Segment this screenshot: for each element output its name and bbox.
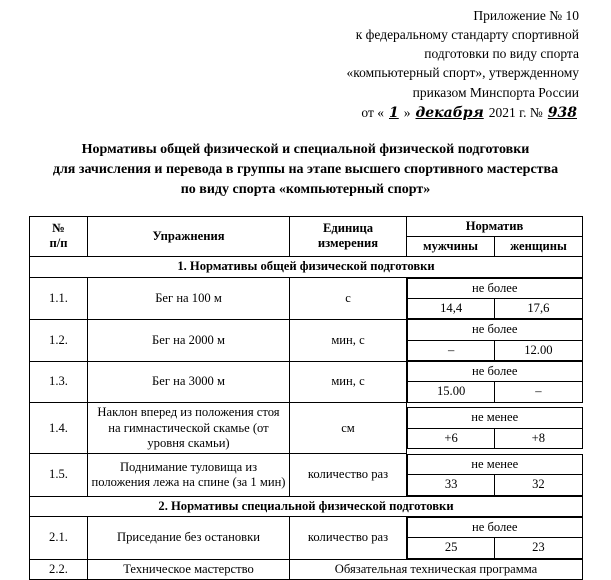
row-values bbox=[407, 277, 583, 319]
table-row bbox=[30, 361, 583, 403]
row-women: 12.00 bbox=[495, 340, 582, 360]
page-title-line-1: Нормативы общей физической и специальной физической подготовки bbox=[81, 141, 530, 157]
table-row bbox=[30, 454, 583, 496]
row-men: 33 bbox=[408, 475, 495, 495]
page-title-line-3: по виду спорта «компьютерный спорт» bbox=[180, 182, 431, 198]
appendix-number: Приложение № 10 bbox=[473, 8, 579, 23]
row-unit: количество раз bbox=[290, 516, 407, 559]
order-month: декабря bbox=[415, 104, 484, 121]
row-limit: не более bbox=[408, 278, 583, 298]
row-limit: не более bbox=[408, 362, 583, 382]
table-row bbox=[30, 277, 583, 319]
row-women: 17,6 bbox=[495, 298, 582, 318]
row-men: 25 bbox=[408, 538, 495, 558]
row-values bbox=[407, 361, 583, 403]
header-np-line2: п/п bbox=[49, 236, 68, 251]
row-np: 1.5. bbox=[30, 454, 88, 496]
row-limit: не более bbox=[408, 320, 583, 340]
row-unit: см bbox=[290, 403, 407, 454]
row-women: 23 bbox=[495, 538, 582, 558]
appendix-line-2: к федеральному стандарту спортивной bbox=[355, 27, 579, 43]
row-values bbox=[407, 516, 583, 559]
row-exercise: Поднимание туловища из положения лежа на спине (за 1 мин) bbox=[88, 454, 290, 496]
row-exercise: Приседание без остановки bbox=[88, 516, 290, 559]
row-limit: не менее bbox=[408, 408, 583, 428]
table-row bbox=[30, 403, 583, 454]
row-spanned-value: Обязательная техническая программа bbox=[290, 559, 583, 579]
table-row bbox=[30, 559, 583, 579]
header-men: мужчины bbox=[407, 236, 495, 256]
header-women: женщины bbox=[495, 236, 583, 256]
table-row bbox=[30, 319, 583, 361]
appendix-line-3: подготовки по виду спорта bbox=[424, 46, 579, 62]
row-np: 1.1. bbox=[30, 277, 88, 319]
page-title bbox=[18, 140, 593, 201]
row-men: 15.00 bbox=[408, 382, 495, 402]
header-unit bbox=[290, 216, 407, 257]
row-np: 2.2. bbox=[30, 559, 88, 579]
row-men: +6 bbox=[408, 428, 495, 448]
row-men: – bbox=[408, 340, 495, 360]
row-unit: мин, с bbox=[290, 319, 407, 361]
order-year: 2021 г. № bbox=[488, 104, 543, 120]
section-title-row bbox=[30, 257, 583, 277]
header-unit-line1: Единица bbox=[322, 221, 374, 236]
row-exercise: Техническое мастерство bbox=[88, 559, 290, 579]
row-exercise: Бег на 3000 м bbox=[88, 361, 290, 403]
table-header-row bbox=[30, 216, 583, 236]
row-exercise: Бег на 100 м bbox=[88, 277, 290, 319]
order-prefix: от « bbox=[361, 104, 384, 120]
row-limit: не более bbox=[408, 517, 583, 537]
row-unit: с bbox=[290, 277, 407, 319]
row-values bbox=[407, 454, 583, 496]
order-quote: » bbox=[403, 104, 411, 120]
order-line bbox=[18, 103, 579, 124]
row-np: 1.3. bbox=[30, 361, 88, 403]
appendix-line-4: «компьютерный спорт», утвержденному bbox=[346, 65, 579, 81]
row-np: 2.1. bbox=[30, 516, 88, 559]
row-values bbox=[407, 403, 583, 454]
header-np-line1: № bbox=[52, 221, 65, 236]
section-title-row bbox=[30, 496, 583, 516]
row-women: +8 bbox=[495, 428, 582, 448]
row-values bbox=[407, 319, 583, 361]
appendix-line-5: приказом Минспорта России bbox=[412, 84, 579, 100]
page-title-line-2: для зачисления и перевода в группы на этапе высшего спортивного мастерства bbox=[52, 161, 559, 177]
row-women: 32 bbox=[495, 475, 582, 495]
row-men: 14,4 bbox=[408, 298, 495, 318]
row-exercise: Наклон вперед из положения стоя на гимнастической скамье (от уровня скамьи) bbox=[88, 403, 290, 454]
table-row bbox=[30, 516, 583, 559]
order-number: 938 bbox=[547, 104, 577, 121]
section-title-1: 1. Нормативы общей физической подготовки bbox=[30, 257, 583, 277]
header-unit-line2: измерения bbox=[317, 236, 379, 251]
order-day: 1 bbox=[389, 104, 399, 121]
appendix-header bbox=[18, 6, 593, 124]
row-unit: количество раз bbox=[290, 454, 407, 496]
norms-table bbox=[29, 216, 583, 580]
row-women: – bbox=[495, 382, 582, 402]
row-exercise: Бег на 2000 м bbox=[88, 319, 290, 361]
row-np: 1.2. bbox=[30, 319, 88, 361]
header-exercise: Упражнения bbox=[88, 216, 290, 257]
header-np bbox=[30, 216, 88, 257]
header-norm: Норматив bbox=[407, 216, 583, 236]
section-title-2: 2. Нормативы специальной физической подготовки bbox=[30, 496, 583, 516]
row-np: 1.4. bbox=[30, 403, 88, 454]
row-unit: мин, с bbox=[290, 361, 407, 403]
row-limit: не менее bbox=[408, 454, 583, 474]
